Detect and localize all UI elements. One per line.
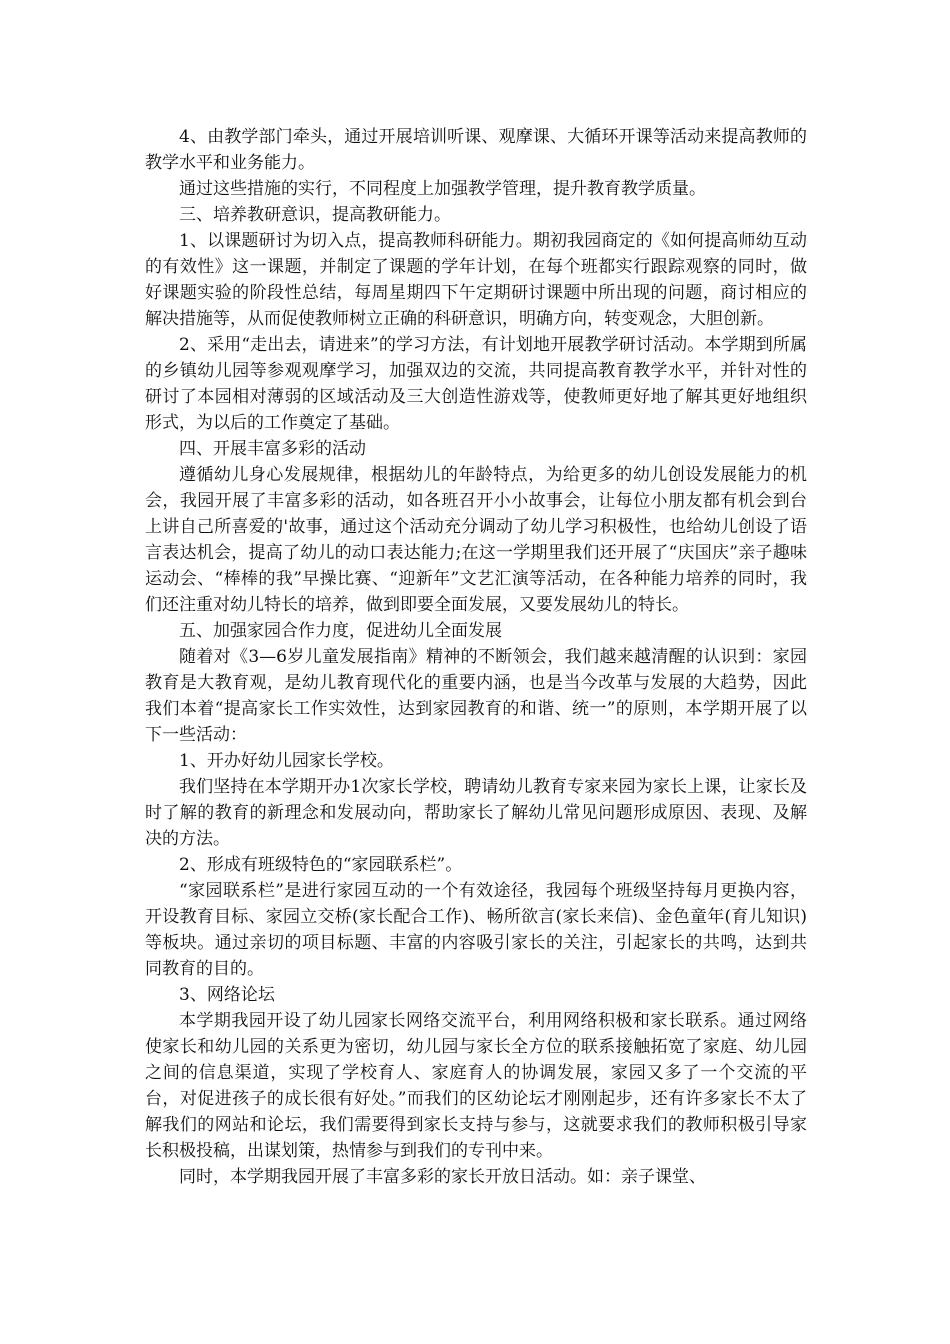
paragraph-guide-understanding: 随着对《3—6岁儿童发展指南》精神的不断领会，我们越来越清醒的认识到：家园教育是大教育观，是幼儿教育现代化的重要内涵，也是当今改革与发展的大趋势，因此我们本着“提高家长工作实效性，达到家园教育的和谐、统一”的原则，本学期开展了以下一些活动： [145,647,807,745]
paragraph-open-day: 同时，本学期我园开展了丰富多彩的家长开放日活动。如：亲子课堂、 [179,1167,706,1187]
subheading-parent-school: 1、开办好幼儿园家长学校。 [179,751,394,771]
paragraph-parent-school: 我们坚持在本学期开办1次家长学校，聘请幼儿教育专家来园为家长上课，让家长及时了解的教育的新理念和发展动向，帮助家长了解幼儿常见问题形成原因、表现、及解决的方法。 [145,777,807,849]
paragraph-contact-board: “家园联系栏”是进行家园互动的一个有效途径，我园每个班级坚持每月更换内容，开设教育目标、家园立交桥(家长配合工作)、畅所欲言(家长来信)、金色童年(育儿知识)等板块。通过亲切的项目标题、丰富的内容吸引家长的关注，引起家长的共鸣，达到共同教育的目的。 [145,881,807,979]
section-heading-activities: 四、开展丰富多彩的活动 [179,439,366,459]
document-page [145,124,807,1190]
section-heading-research: 三、培养教研意识，提高教研能力。 [179,205,451,225]
paragraph-learning-method: 2、采用“走出去，请进来”的学习方法，有计划地开展教学研讨活动。本学期到所属的乡镇幼儿园等参观观摩学习，加强双边的交流，共同提高教育教学水平，并针对性的研讨了本园相对薄弱的区域活动及三大创造性游戏等，使教师更好地了解其更好地组织形式，为以后的工作奠定了基础。 [145,335,807,433]
paragraph-teaching-department: 4、由教学部门牵头，通过开展培训听课、观摩课、大循环开课等活动来提高教师的教学水平和业务能力。 [145,127,807,173]
subheading-contact-board: 2、形成有班级特色的“家园联系栏”。 [179,855,463,875]
section-heading-home-cooperation: 五、加强家园合作力度，促进幼儿全面发展 [179,621,502,641]
paragraph-online-forum: 本学期我园开设了幼儿园家长网络交流平台，利用网络积极和家长联系。通过网络使家长和幼儿园的关系更为密切，幼儿园与家长全方位的联系接触拓宽了家庭、幼儿园之间的信息渠道，实现了学校育人、家庭育人的协调发展，家园又多了一个交流的平台，对促进孩子的成长很有好处。”而我们的区幼论坛才刚刚起步，还有许多家长不太了解我们的网站和论坛，我们需要得到家长支持与参与，这就要求我们的教师积极引导家长积极投稿，出谋划策，热情参与到我们的专刊中来。 [145,1011,807,1161]
subheading-online-forum: 3、网络论坛 [179,985,275,1005]
paragraph-measures-summary: 通过这些措施的实行，不同程度上加强教学管理，提升教育教学质量。 [179,179,706,199]
paragraph-activities: 遵循幼儿身心发展规律，根据幼儿的年龄特点，为给更多的幼儿创设发展能力的机会，我园开展了丰富多彩的活动，如各班召开小小故事会，让每位小朋友都有机会到台上讲自己所喜爱的'故事，通过这个活动充分调动了幼儿学习积极性，也给幼儿创设了语言表达机会，提高了幼儿的动口表达能力;在这一学期里我们还开展了“庆国庆”亲子趣味运动会、“棒棒的我”早操比赛、“迎新年”文艺汇演等活动，在各种能力培养的同时，我们还注重对幼儿特长的培养，做到即要全面发展，又要发展幼儿的特长。 [145,465,807,615]
paragraph-research-topic: 1、以课题研讨为切入点，提高教师科研能力。期初我园商定的《如何提高师幼互动的有效性》这一课题，并制定了课题的学年计划，在每个班都实行跟踪观察的同时，做好课题实验的阶段性总结，每周星期四下午定期研讨课题中所出现的问题，商讨相应的解决措施等，从而促使教师树立正确的科研意识，明确方向，转变观念，大胆创新。 [145,231,807,329]
